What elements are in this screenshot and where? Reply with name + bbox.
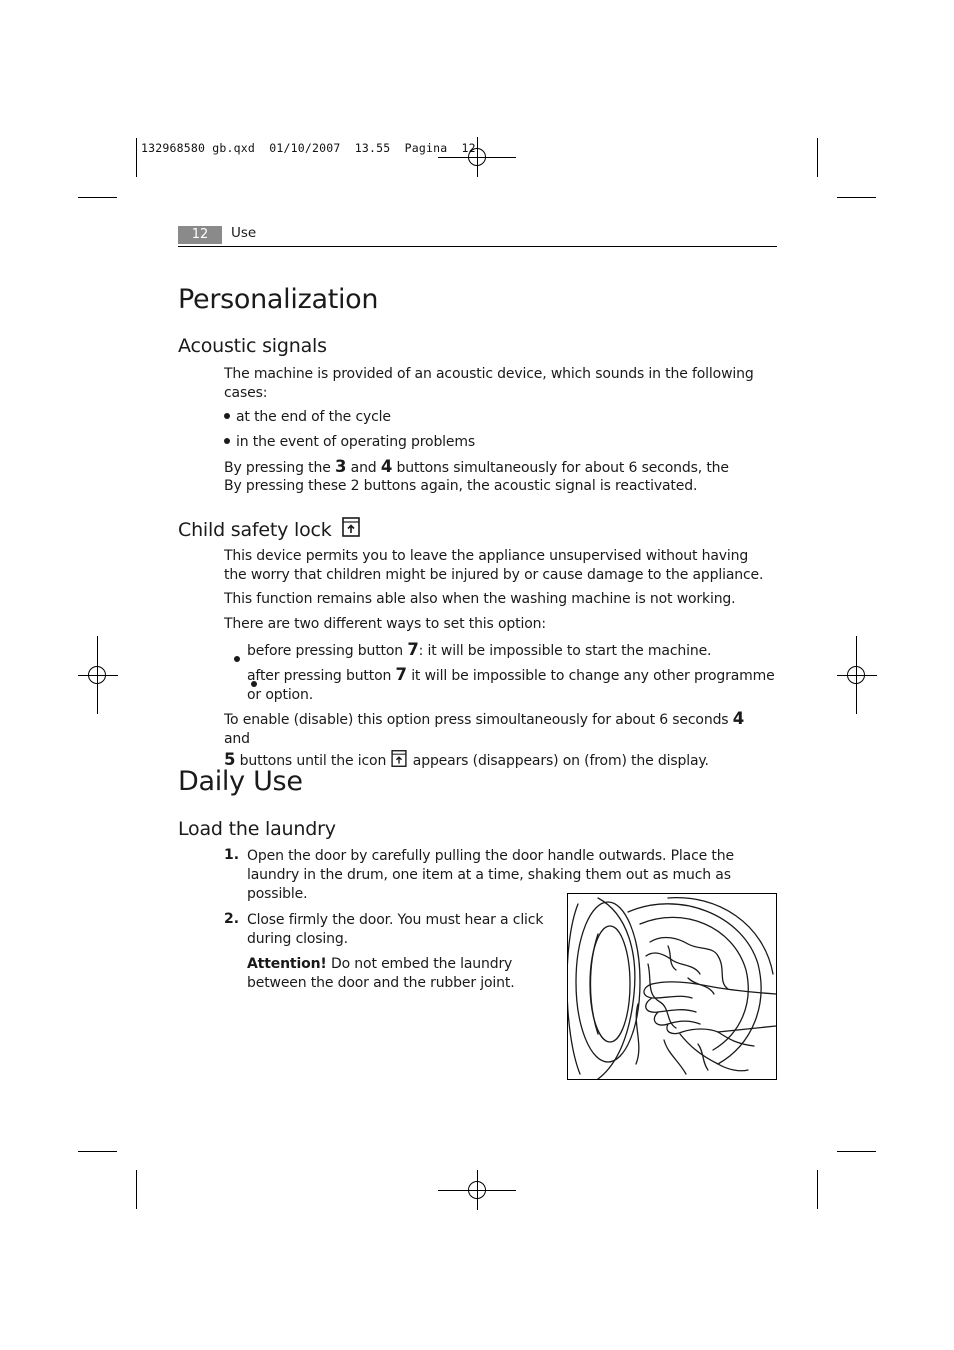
child-lock-paragraph: This function remains able also when the washing machine is not working.: [224, 591, 736, 607]
section-title-daily-use: Daily Use: [178, 766, 303, 797]
crop-mark: [136, 138, 137, 177]
crop-mark: [837, 1151, 876, 1152]
heading-acoustic-signals: Acoustic signals: [178, 335, 327, 357]
crop-mark: [78, 197, 117, 198]
crop-mark: [78, 1151, 117, 1152]
bullet-icon: [234, 656, 240, 662]
child-lock-paragraph: There are two different ways to set this option:: [224, 616, 546, 632]
acoustic-paragraph: By pressing the 3 and 4 buttons simultaneously for about 6 seconds, the: [224, 457, 729, 476]
step-number: 1.: [224, 847, 240, 863]
crop-mark: [817, 138, 818, 177]
page-title: Personalization: [178, 284, 379, 315]
registration-mark-right: [837, 636, 877, 714]
child-lock-instructions: To enable (disable) this option press simoultaneously for about 6 seconds 4 and 5 buttons until the icon appears (disappears) on (from) the display.: [224, 709, 745, 769]
bullet-icon: [224, 413, 230, 419]
acoustic-paragraph: By pressing these 2 buttons again, the acoustic signal is reactivated.: [224, 478, 698, 494]
crop-mark: [136, 1170, 137, 1209]
washing-machine-drawing: [568, 894, 776, 1079]
list-item: in the event of operating problems: [224, 433, 475, 452]
section-label: Use: [231, 225, 257, 241]
attention-label: Attention!: [247, 956, 327, 972]
child-lock-icon: [341, 516, 361, 538]
list-item: before pressing button 7: it will be impossible to start the machine.: [247, 640, 712, 659]
laundry-loading-illustration: [567, 893, 777, 1080]
child-lock-icon: [390, 749, 408, 768]
registration-mark-bottom: [438, 1170, 516, 1210]
registration-mark-left: [78, 636, 118, 714]
step-text: Open the door by carefully pulling the door handle outwards. Place the laundry in the drum, one item at a time, shaking them out as much as possible.: [247, 848, 734, 902]
bullet-icon: [224, 438, 230, 444]
list-item: after pressing button 7 it will be impossible to change any other programme or option.: [247, 665, 775, 703]
heading-load-laundry: Load the laundry: [178, 818, 336, 840]
printer-slug: 132968580 gb.qxd 01/10/2007 13.55 Pagina 12: [141, 141, 476, 155]
crop-mark: [837, 197, 876, 198]
registration-mark-top: [438, 137, 516, 177]
header-rule: [178, 246, 777, 247]
acoustic-intro: The machine is provided of an acoustic device, which sounds in the following cases:: [224, 366, 754, 401]
heading-child-safety-lock: Child safety lock: [178, 516, 361, 541]
step-number: 2.: [224, 911, 240, 927]
step-text: Close firmly the door. You must hear a click during closing.: [247, 912, 544, 947]
page-number: 12: [178, 226, 222, 244]
list-item: at the end of the cycle: [224, 408, 391, 427]
child-lock-paragraph: This device permits you to leave the appliance unsupervised without having the worry that children might be injured by or cause damage to the appliance.: [224, 548, 764, 583]
attention-note: Attention! Do not embed the laundry between the door and the rubber joint.: [247, 956, 515, 991]
crop-mark: [817, 1170, 818, 1209]
